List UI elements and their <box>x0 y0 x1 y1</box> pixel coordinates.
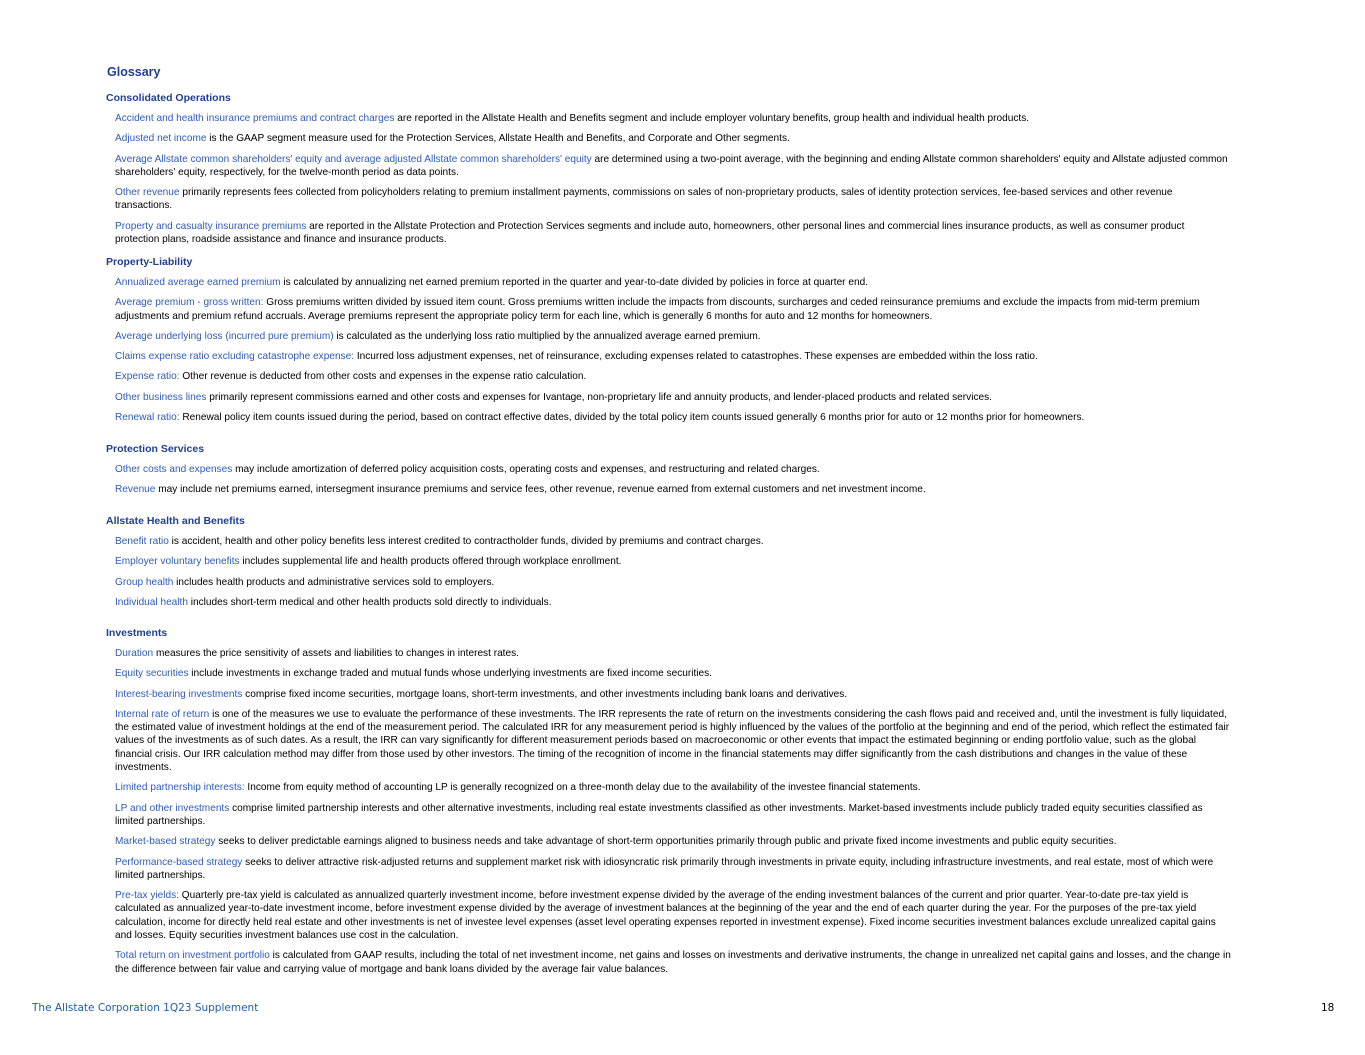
glossary-term: Performance-based strategy <box>115 856 243 868</box>
glossary-definition: comprise limited partnership interests and other alternative investments, including real estate investments classified as other investments. Market-based investments include publicly traded equity securities classified as limited partnerships. <box>115 802 1203 827</box>
glossary-entry <box>115 667 1231 680</box>
glossary-definition: are reported in the Allstate Health and Benefits segment and include employer voluntary benefits, group health and individual health products. <box>394 113 1030 124</box>
glossary-term: Interest-bearing investments <box>115 688 243 700</box>
section-heading: Property-Liability <box>106 256 193 268</box>
glossary-definition: include investments in exchange traded and mutual funds whose underlying investments are fixed income securities. <box>188 668 712 680</box>
glossary-definition: primarily represent commissions earned and other costs and expenses for Ivantage, non-proprietary life and annuity products, and lender-placed products and related services. <box>206 391 992 403</box>
glossary-entry <box>115 330 1231 343</box>
glossary-entry <box>115 186 1231 213</box>
glossary-term: Total return on investment portfolio <box>115 950 270 962</box>
section-heading: Protection Services <box>106 443 205 455</box>
glossary-entry <box>115 802 1231 829</box>
glossary-term: Renewal ratio: <box>115 412 180 424</box>
glossary-entry <box>115 889 1231 942</box>
glossary-entry <box>115 220 1231 247</box>
page-number: 18 <box>1321 1002 1335 1014</box>
glossary-term: Employer voluntary benefits <box>115 556 240 568</box>
glossary-entry <box>115 781 1231 794</box>
glossary-term: Benefit ratio <box>115 536 169 547</box>
glossary-term: Average Allstate common shareholders' equity and average adjusted Allstate common shareholders' equity <box>115 153 592 165</box>
glossary-definition: are reported in the Allstate Protection and Protection Services segments and include auto, homeowners, other personal lines and commercial lines insurance products, as well as consumer product protection plans, roadside assistance and finance and insurance products. <box>115 220 1185 246</box>
glossary-entry <box>115 391 1231 404</box>
glossary-term: Claims expense ratio excluding catastrophe expense: <box>115 351 355 363</box>
glossary-term: Property and casualty insurance premiums <box>115 220 307 232</box>
glossary-definition: comprise fixed income securities, mortgage loans, short-term investments, and other investments including bank loans and derivatives. <box>242 688 848 700</box>
section-heading: Allstate Health and Benefits <box>106 515 245 527</box>
glossary-definition: Quarterly pre-tax yield is calculated as annualized quarterly investment income, before investment expense divided by the average of the ending investment balances of the current and prior quarter. Year-to-date pre-tax yield is calculated as annualized year-to-date investment income, before investment expense divided by the average of investment balances at the beginning of the year and the end of each quarter during the year. For the purposes of the pre-tax yield calculation, income for directly held real estate and other investments is net of investee level expenses (asset level operating expenses reported in investment expense). Fixed income securities investment balances exclude unrealized capital gains and losses. Equity securities investment balances use cost in the calculation. <box>115 890 1216 942</box>
glossary-definition: is calculated by annualizing net earned premium reported in the quarter and year-to-date divided by policies in force at quarter end. <box>280 277 868 288</box>
glossary-entry <box>115 949 1231 976</box>
glossary-definition: is the GAAP segment measure used for the Protection Services, Allstate Health and Benefits, and Corporate and Other segments. <box>206 133 790 145</box>
glossary-term: LP and other investments <box>115 802 230 814</box>
glossary-entry <box>115 688 1231 701</box>
glossary-entry <box>115 350 1231 363</box>
glossary-definition: seeks to deliver attractive risk-adjusted returns and supplement market risk with idiosyncratic risk primarily through investments in private equity, including infrastructure investments, and real estate, most of which were limited partnerships. <box>115 856 1214 881</box>
glossary-definition: is accident, health and other policy benefits less interest credited to contractholder funds, divided by premiums and contract charges. <box>168 536 764 547</box>
glossary-entry <box>115 596 1231 609</box>
glossary-definition: Incurred loss adjustment expenses, net of reinsurance, excluding expenses related to catastrophes. These expenses are embedded within the loss ratio. <box>354 351 1038 363</box>
glossary-definition: is calculated from GAAP results, including the total of net investment income, net gains and losses on investments and derivative instruments, the change in unrealized net capital gains and losses, and the change in the difference between fair value and carrying value of mortgage and bank loans divided by the average fair value balances. <box>115 950 1231 975</box>
glossary-term: Accident and health insurance premiums and contract charges <box>115 113 395 124</box>
glossary-term: Pre-tax yields: <box>115 890 179 902</box>
glossary-term: Duration <box>115 648 154 659</box>
glossary-entry <box>115 132 1231 145</box>
glossary-term: Individual health <box>115 596 188 608</box>
glossary-definition: includes short-term medical and other health products sold directly to individuals. <box>187 596 552 608</box>
glossary-entry <box>115 856 1231 883</box>
glossary-term: Adjusted net income <box>115 133 207 145</box>
glossary-definition: includes supplemental life and health products offered through workplace enrollment. <box>239 556 622 568</box>
section-heading: Consolidated Operations <box>106 92 231 104</box>
glossary-term: Revenue <box>115 484 156 496</box>
glossary-term: Average underlying loss (incurred pure premium) <box>115 330 334 342</box>
glossary-definition: primarily represents fees collected from policyholders relating to premium installment payments, commissions on sales of non-proprietary products, sales of identity protection services, fee-based services and other revenue transactions. <box>115 187 1173 212</box>
glossary-definition: is calculated as the underlying loss ratio multiplied by the annualized average earned premium. <box>333 330 761 342</box>
glossary-term: Limited partnership interests: <box>115 782 245 794</box>
section-heading: Investments <box>106 627 168 639</box>
glossary-entry <box>115 708 1231 774</box>
glossary-definition: may include net premiums earned, intersegment insurance premiums and service fees, other revenue, revenue earned from external customers and net investment income. <box>155 484 926 496</box>
section-protection-services <box>106 442 1231 504</box>
glossary-term: Other revenue <box>115 187 180 199</box>
glossary-entry <box>115 276 1231 289</box>
glossary-definition: Renewal policy item counts issued during the period, based on contract effective dates, divided by the total policy item counts issued generally 6 months prior for auto or 12 months prior for homeowners. <box>179 412 1085 424</box>
glossary-entry <box>115 535 1231 548</box>
glossary-term: Equity securities <box>115 668 189 680</box>
glossary-definition: may include amortization of deferred policy acquisition costs, operating costs and expenses, and restructuring and related charges. <box>232 464 820 475</box>
glossary-definition: Other revenue is deducted from other costs and expenses in the expense ratio calculation. <box>179 371 587 383</box>
glossary-term: Average premium - gross written: <box>115 297 264 309</box>
footer-document-title: The Allstate Corporation 1Q23 Supplement <box>32 1002 259 1014</box>
glossary-term: Internal rate of return <box>115 708 210 720</box>
section-consolidated-operations <box>106 91 1231 253</box>
glossary-definition: are determined using a two-point average, with the beginning and ending Allstate common shareholders' equity and Allstate adjusted common shareholders' equity, respectively, for the twelve-month period as data points. <box>115 153 1228 178</box>
glossary-definition: measures the price sensitivity of assets and liabilities to changes in interest rates. <box>153 648 519 659</box>
glossary-entry <box>115 112 1231 125</box>
glossary-entry <box>115 411 1231 424</box>
glossary-definition: includes health products and administrative services sold to employers. <box>173 576 495 588</box>
section-property-liability <box>106 255 1231 431</box>
glossary-entry <box>115 835 1231 848</box>
glossary-definition: seeks to deliver predictable earnings aligned to business needs and take advantage of short-term opportunities primarily through public and private fixed income investments and public equity securities. <box>215 836 1117 848</box>
glossary-entry <box>115 483 1231 496</box>
glossary-term: Market-based strategy <box>115 836 216 848</box>
glossary-entry <box>115 296 1231 323</box>
glossary-entry <box>115 153 1231 180</box>
glossary-definition: is one of the measures we use to evaluate the performance of these investments. The IRR represents the rate of return on the investments considering the cash flows paid and received and, until the investment is fully liquidated, the estimated value of investment holdings at the end of the measurement period. The calculated IRR for any measurement period is highly influenced by the values of the portfolio at the beginning and end of the period, which reflect the estimated fair values of the investments as of such dates. As a result, the IRR can vary significantly for different measurement periods based on macroeconomic or other events that impact the estimated beginning or ending portfolio value, such as the global financial crisis. Our IRR calculation method may differ from those used by other investors. The timing of the recognition of income in the financial statements may differ significantly from the cash distributions and changes in the value of these investments. <box>115 708 1230 774</box>
glossary-entry <box>115 370 1231 383</box>
glossary-term: Other costs and expenses <box>115 464 233 475</box>
section-allstate-health-and-benefits <box>106 514 1231 616</box>
glossary-definition: Gross premiums written divided by issued item count. Gross premiums written include the impacts from discounts, surcharges and ceded reinsurance premiums and exclude the impacts from mid-term premium adjustments and premium refund accruals. Average premiums represent the appropriate policy term for each line, which is generally 6 months for auto and 12 months for homeowners. <box>115 297 1200 322</box>
glossary-entry <box>115 463 1231 476</box>
glossary-entry <box>115 576 1231 589</box>
section-investments <box>106 626 1231 983</box>
glossary-term: Annualized average earned premium <box>115 277 281 288</box>
page-title: Glossary <box>107 65 161 79</box>
glossary-entry <box>115 647 1231 660</box>
glossary-entry <box>115 555 1231 568</box>
glossary-term: Other business lines <box>115 391 207 403</box>
glossary-term: Expense ratio: <box>115 371 180 383</box>
glossary-term: Group health <box>115 576 174 588</box>
glossary-definition: Income from equity method of accounting LP is generally recognized on a three-month delay due to the availability of the investee financial statements. <box>244 782 921 794</box>
